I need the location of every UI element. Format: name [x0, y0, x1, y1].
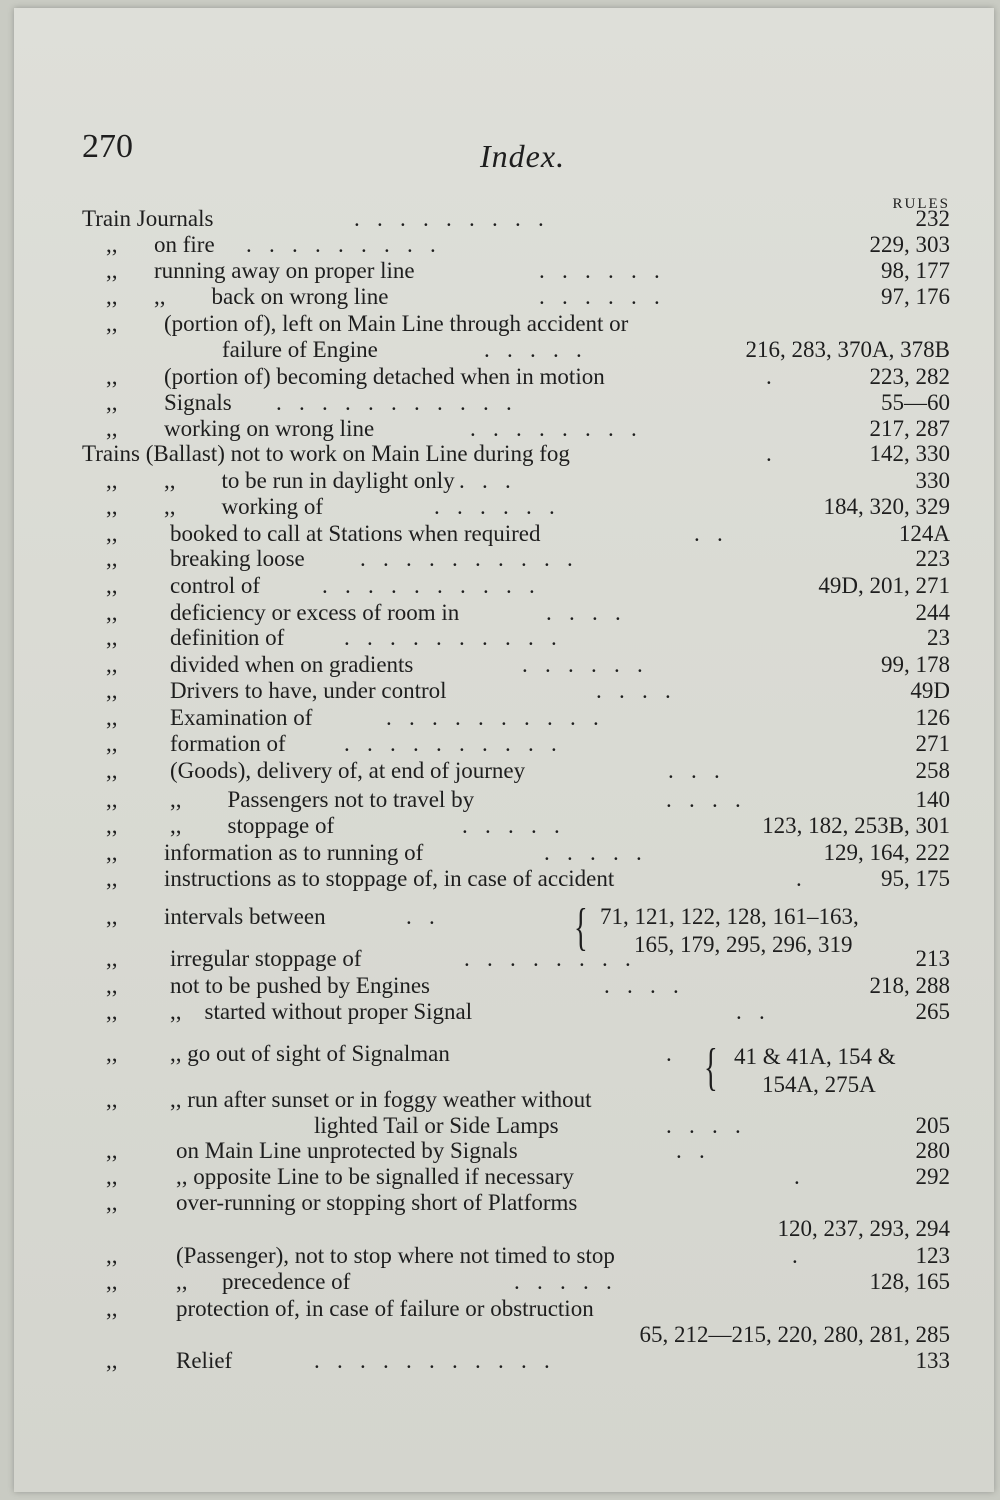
index-entry: [14, 573, 994, 599]
entry-text: ,, opposite Line to be signalled if necessary: [176, 1164, 574, 1189]
entry-text: irregular stoppage of: [170, 946, 362, 971]
index-entry: [14, 364, 994, 390]
left-brace-icon: {: [574, 899, 588, 956]
rule-reference: 65, 212—215, 220, 280, 281, 285: [639, 1322, 950, 1347]
index-entry: [14, 337, 994, 363]
entry-text: Relief: [176, 1348, 233, 1373]
leader-dots: . . . .: [596, 678, 671, 703]
rule-reference: 232: [915, 206, 950, 231]
leader-dots: . . .: [668, 758, 720, 783]
leader-dots: . . . . . . . .: [470, 416, 637, 441]
entry-text: ,, to be run in daylight only: [164, 468, 455, 493]
leader-dots: . . . . .: [514, 1269, 612, 1294]
entry-text: over-running or stopping short of Platforms: [176, 1190, 578, 1215]
index-entry: [14, 625, 994, 651]
entry-text: working on wrong line: [164, 416, 375, 441]
ditto-mark: ,,: [106, 416, 118, 441]
ditto-mark: ,,: [106, 946, 118, 971]
leader-dots: . . . . . . . . . .: [386, 705, 599, 730]
entry-text: ,, run after sunset or in foggy weather without: [170, 1087, 592, 1112]
leader-dots: . . . . . . . . . .: [344, 731, 557, 756]
index-entry: [14, 758, 994, 784]
rule-reference: 280: [915, 1138, 950, 1163]
index-entry: [14, 731, 994, 757]
ditto-mark: ,,: [106, 232, 118, 257]
intervals-refs-line-1: 71, 121, 122, 128, 161–163,: [600, 904, 859, 929]
index-entry: [14, 206, 994, 232]
rule-reference: 142, 330: [869, 441, 950, 466]
ditto-mark: ,,: [106, 390, 118, 415]
entry-text: (portion of), left on Main Line through accident or: [164, 311, 629, 336]
ditto-mark: ,,: [106, 1138, 118, 1163]
leader-dots: . . . . . .: [522, 652, 643, 677]
rule-reference: 205: [915, 1113, 950, 1138]
leader-dots: . . . .: [666, 1113, 741, 1138]
index-entry: [14, 840, 994, 866]
book-page: [14, 8, 994, 1492]
entry-text: Train Journals: [82, 206, 214, 231]
index-entry: [14, 999, 994, 1025]
entry-text: ,, started without proper Signal: [170, 999, 473, 1024]
intervals-rule-refs: [574, 899, 974, 960]
rule-reference: 265: [915, 999, 950, 1024]
entry-text: (Passenger), not to stop where not timed to stop: [176, 1243, 615, 1268]
index-entry: [14, 311, 994, 337]
index-entry: [14, 600, 994, 626]
leader-dots: .: [766, 364, 772, 389]
leader-dots: . . . . . .: [434, 494, 555, 519]
ditto-mark: ,,: [106, 813, 118, 838]
index-entry: [14, 1348, 994, 1374]
rule-reference: 99, 178: [881, 652, 950, 677]
rule-reference: 223, 282: [869, 364, 950, 389]
ditto-mark: ,,: [106, 678, 118, 703]
ditto-mark: ,,: [106, 787, 118, 812]
entry-text: formation of: [170, 731, 286, 756]
entry-text: definition of: [170, 625, 285, 650]
entry-text: failure of Engine: [222, 337, 378, 362]
index-entry: [14, 1113, 994, 1139]
entry-text: protection of, in case of failure or obstruction: [176, 1296, 594, 1321]
index-entry: [14, 258, 994, 284]
index-entry: [14, 813, 994, 839]
rule-reference: 124A: [898, 521, 950, 546]
leader-dots: .: [794, 1164, 800, 1189]
ditto-mark: ,,: [106, 258, 118, 283]
index-entry: [14, 441, 994, 467]
ditto-mark: ,,: [106, 625, 118, 650]
ditto-mark: ,,: [106, 546, 118, 571]
index-entry: [14, 390, 994, 416]
signalman-refs-line-1: 41 & 41A, 154 &: [734, 1044, 896, 1069]
index-entry: [14, 1190, 994, 1216]
rule-reference: 218, 288: [869, 973, 950, 998]
leader-dots: .: [766, 441, 772, 466]
rule-reference: 123: [915, 1243, 950, 1268]
ditto-mark: ,,: [106, 1041, 118, 1066]
entry-text: breaking loose: [170, 546, 305, 571]
rule-reference: 229, 303: [869, 232, 950, 257]
entry-text: (Goods), delivery of, at end of journey: [170, 758, 526, 783]
rule-reference: 123, 182, 253B, 301: [762, 813, 950, 838]
ditto-mark: ,,: [106, 600, 118, 625]
entry-text: instructions as to stoppage of, in case of accident: [164, 866, 615, 891]
rule-reference: 330: [915, 468, 950, 493]
rule-reference: 120, 237, 293, 294: [777, 1216, 950, 1241]
entry-text: control of: [170, 573, 261, 598]
intervals-refs-line-2: 165, 179, 295, 296, 319: [634, 932, 853, 957]
leader-dots: . .: [736, 999, 765, 1024]
index-entry: [14, 866, 994, 892]
ditto-mark: ,,: [106, 731, 118, 756]
rule-reference: 244: [915, 600, 950, 625]
index-entry: [14, 1216, 994, 1242]
ditto-mark: ,,: [106, 1348, 118, 1373]
ditto-mark: ,,: [106, 1269, 118, 1294]
running-head: Index.: [480, 138, 566, 174]
leader-dots: . . . . .: [484, 337, 582, 362]
rule-reference: 223: [915, 546, 950, 571]
signalman-refs-line-2: 154A, 275A: [762, 1072, 876, 1097]
entry-text: booked to call at Stations when required: [170, 521, 541, 546]
entry-text: deficiency or excess of room in: [170, 600, 460, 625]
entry-text: divided when on gradients: [170, 652, 414, 677]
leader-dots: . . . . . . . . .: [246, 232, 436, 257]
index-entry: [14, 1138, 994, 1164]
index-entry: [14, 521, 994, 547]
entry-text: ,, go out of sight of Signalman: [170, 1041, 450, 1066]
rule-reference: 258: [915, 758, 950, 783]
entry-text: ,, precedence of: [176, 1269, 351, 1294]
leader-dots: . . . . . . . . . .: [360, 546, 573, 571]
ditto-mark: ,,: [106, 311, 118, 336]
index-entry: [14, 1243, 994, 1269]
entry-text: Trains (Ballast) not to work on Main Line during fog: [82, 441, 570, 466]
entry-text: Drivers to have, under control: [170, 678, 447, 703]
index-entry: [14, 1269, 994, 1295]
leader-dots: . . . .: [546, 600, 621, 625]
rule-reference: 49D, 201, 271: [818, 573, 950, 598]
ditto-mark: ,,: [106, 521, 118, 546]
signalman-rule-refs: [704, 1039, 984, 1100]
ditto-mark: ,,: [106, 468, 118, 493]
index-entry: [14, 416, 994, 442]
rule-reference: 292: [915, 1164, 950, 1189]
index-entry: [14, 678, 994, 704]
entry-text: not to be pushed by Engines: [170, 973, 430, 998]
leader-dots: . . . .: [604, 973, 679, 998]
leader-dots: . . . . . . . . . .: [322, 573, 535, 598]
entry-text: (portion of) becoming detached when in motion: [164, 364, 605, 389]
leader-dots: . . . . . . . . . . .: [276, 390, 512, 415]
entry-text: information as to running of: [164, 840, 424, 865]
leader-dots: . . . . . . . . .: [354, 206, 544, 231]
ditto-mark: ,,: [106, 1087, 118, 1112]
ditto-mark: ,,: [106, 904, 118, 929]
ditto-mark: ,,: [106, 652, 118, 677]
rule-reference: 140: [915, 787, 950, 812]
rule-reference: 184, 320, 329: [823, 494, 950, 519]
leader-dots: . . . . . .: [539, 284, 660, 309]
leader-dots: . . . . . . . . . .: [344, 625, 557, 650]
ditto-mark: ,,: [106, 1243, 118, 1268]
entry-text: ,, stoppage of: [170, 813, 335, 838]
rule-reference: 49D: [910, 678, 950, 703]
ditto-mark: ,,: [106, 866, 118, 891]
index-entry: [14, 232, 994, 258]
index-entry: [14, 546, 994, 572]
index-entry: [14, 973, 994, 999]
ditto-mark: ,,: [106, 1296, 118, 1321]
leader-dots: .: [792, 1243, 798, 1268]
rule-reference: 133: [915, 1348, 950, 1373]
index-entry: [14, 284, 994, 310]
rule-reference: 95, 175: [881, 866, 950, 891]
rule-reference: 216, 283, 370A, 378B: [745, 337, 950, 362]
index-entry: [14, 1322, 994, 1348]
ditto-mark: ,,: [106, 758, 118, 783]
index-entry: [14, 787, 994, 813]
index-entry: [14, 705, 994, 731]
entry-text: on fire: [154, 232, 215, 257]
ditto-mark: ,,: [106, 999, 118, 1024]
rule-reference: 271: [915, 731, 950, 756]
entry-text: running away on proper line: [154, 258, 415, 283]
rules-column-header: RULES: [892, 196, 950, 212]
ditto-mark: ,,: [106, 364, 118, 389]
ditto-mark: ,,: [106, 494, 118, 519]
left-brace-icon: {: [704, 1039, 718, 1096]
leader-dots: . .: [694, 521, 723, 546]
leader-dots: . .: [676, 1138, 705, 1163]
entry-text: lighted Tail or Side Lamps: [314, 1113, 559, 1138]
leader-dots: . . . . . . . . . . .: [314, 1348, 550, 1373]
rule-reference: 217, 287: [869, 416, 950, 441]
leader-dots: .: [666, 1041, 672, 1066]
rule-reference: 23: [927, 625, 950, 650]
index-entry: [14, 1164, 994, 1190]
leader-dots: . . . . . .: [539, 258, 660, 283]
entry-text: Examination of: [170, 705, 313, 730]
index-entry: [14, 468, 994, 494]
leader-dots: . . . . .: [462, 813, 560, 838]
entry-text: ,, Passengers not to travel by: [170, 787, 475, 812]
entry-text: ,, working of: [164, 494, 324, 519]
entry-text: Signals: [164, 390, 232, 415]
leader-dots: .: [796, 866, 802, 891]
rule-reference: 129, 164, 222: [823, 840, 950, 865]
ditto-mark: ,,: [106, 973, 118, 998]
ditto-mark: ,,: [106, 573, 118, 598]
rule-reference: 126: [915, 705, 950, 730]
entry-text: intervals between: [164, 904, 326, 929]
leader-dots: . . . . .: [544, 840, 642, 865]
index-entry: [14, 494, 994, 520]
ditto-mark: ,,: [106, 284, 118, 309]
ditto-mark: ,,: [106, 705, 118, 730]
rule-reference: 55—60: [881, 390, 950, 415]
page-number: 270: [82, 128, 133, 165]
ditto-mark: ,,: [106, 1164, 118, 1189]
rule-reference: 213: [915, 946, 950, 971]
leader-dots: . . .: [459, 468, 511, 493]
ditto-mark: ,,: [106, 1190, 118, 1215]
rule-reference: 98, 177: [881, 258, 950, 283]
index-entry: [14, 652, 994, 678]
entry-text: on Main Line unprotected by Signals: [176, 1138, 518, 1163]
entry-text: ,, back on wrong line: [154, 284, 389, 309]
ditto-mark: ,,: [106, 840, 118, 865]
index-entry: [14, 1296, 994, 1322]
leader-dots: . . . .: [666, 787, 741, 812]
leader-dots: . . . . . . . .: [464, 946, 631, 971]
rule-reference: 97, 176: [881, 284, 950, 309]
leader-dots: . .: [406, 904, 435, 929]
rule-reference: 128, 165: [869, 1269, 950, 1294]
